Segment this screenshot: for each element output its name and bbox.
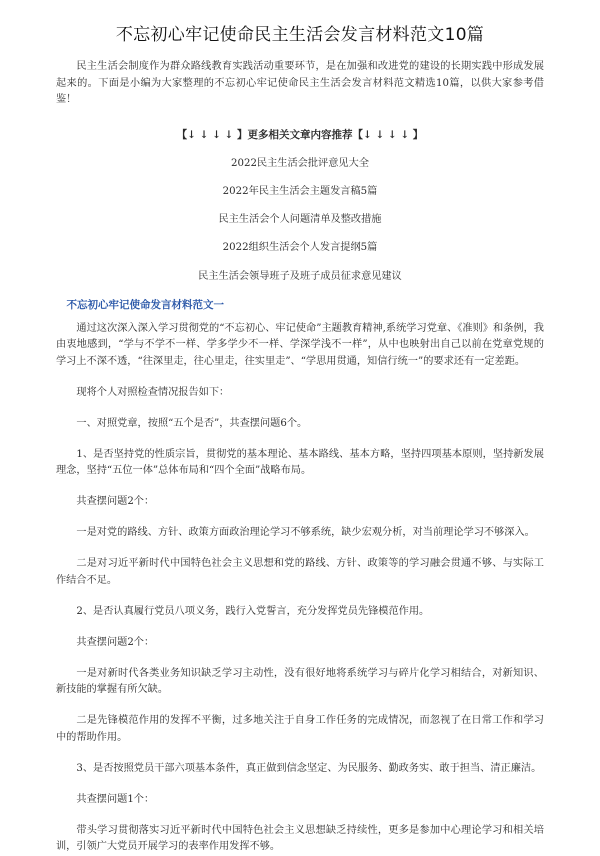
body-paragraph: 2、是否认真履行党员八项义务，践行入党誓言，充分发挥党员先锋模范作用。 [76,605,430,617]
related-article-link[interactable]: 民主生活会个人问题清单及整改措施 [218,214,382,226]
related-articles-heading: 【↓ ↓ ↓ ↓ 】更多相关文章内容推荐【↓ ↓ ↓ ↓ 】 [176,128,424,141]
body-paragraph: 共查摆问题1个： [76,793,155,805]
body-paragraph: 共查摆问题2个： [76,636,155,648]
body-paragraph: 现将个人对照检查情况报告如下： [76,386,230,398]
body-paragraph: 共查摆问题2个： [76,496,155,508]
document-title: 不忘初心牢记使命民主生活会发言材料范文10篇 [115,25,485,45]
related-article-link[interactable]: 民主生活会领导班子及班子成员征求意见建议 [198,270,402,282]
intro-paragraph: 民主生活会制度作为群众路线教育实践活动重要环节，是在加强和改进党的建设的长期实践中形成发展起来的。下面是小编为大家整理的不忘初心牢记使命民主生活会发言材料范文精选10篇，以供大家参考借鉴！ [56,61,544,105]
body-paragraph: 一是对新时代各类业务知识缺乏学习主动性，没有很好地将系统学习与碎片化学习相结合，对新知识、新技能的掌握有所欠缺。 [56,667,544,696]
body-paragraph: 一、对照党章，按照“五个是否”，共查摆问题6个。 [76,417,308,429]
related-articles-list [56,156,544,285]
section-heading: 不忘初心牢记使命发言材料范文一 [66,298,224,311]
body-paragraph: 1、是否坚持党的性质宗旨，贯彻党的基本理论、基本路线、基本方略，坚持四项基本原则，坚持新发展理念，坚持“五位一体”总体布局和“四个全面”战略布局。 [56,448,544,477]
related-article-link[interactable]: 2022民主生活会批评意见大全 [231,157,369,169]
body-paragraph: 二是先锋模范作用的发挥不平衡，过多地关注于自身工作任务的完成情况，而忽视了在日常工作和学习中的帮助作用。 [56,715,544,743]
body-paragraph: 一是对党的路线、方针、政策方面政治理论学习不够系统，缺少宏观分析，对当前理论学习不够深入。 [76,527,535,539]
body-paragraph: 二是对习近平新时代中国特色社会主义思想和党的路线、方针、政策等的学习融会贯通不够、与实际工作结合不足。 [56,558,544,586]
body-paragraph: 3、是否按照党员干部六项基本条件，真正做到信念坚定、为民服务、勤政务实、敢于担当、清正廉洁。 [76,762,542,774]
body-paragraph: 带头学习贯彻落实习近平新时代中国特色社会主义思想缺乏持续性，更多是参加中心理论学习和相关培训，引领广大党员开展学习的表率作用发挥不够。 [56,824,544,853]
related-article-link[interactable]: 2022年民主生活会主题发言稿5篇 [222,185,378,197]
body-paragraph: 通过这次深入深入学习贯彻党的“不忘初心、牢记使命”主题教育精神,系统学习党章、《准则》和条例，我由衷地感到，“学与不学不一样、学多学少不一样、学深学浅不一样”，从中也映射出自己以前在党章党规的学习上不深不透，“往深里走，往心里走，往实里走”、“学思用贯通，知信行统一”的要求还有一定差距。 [56,322,544,367]
related-article-link[interactable]: 2022组织生活会个人发言提纲5篇 [222,242,378,254]
